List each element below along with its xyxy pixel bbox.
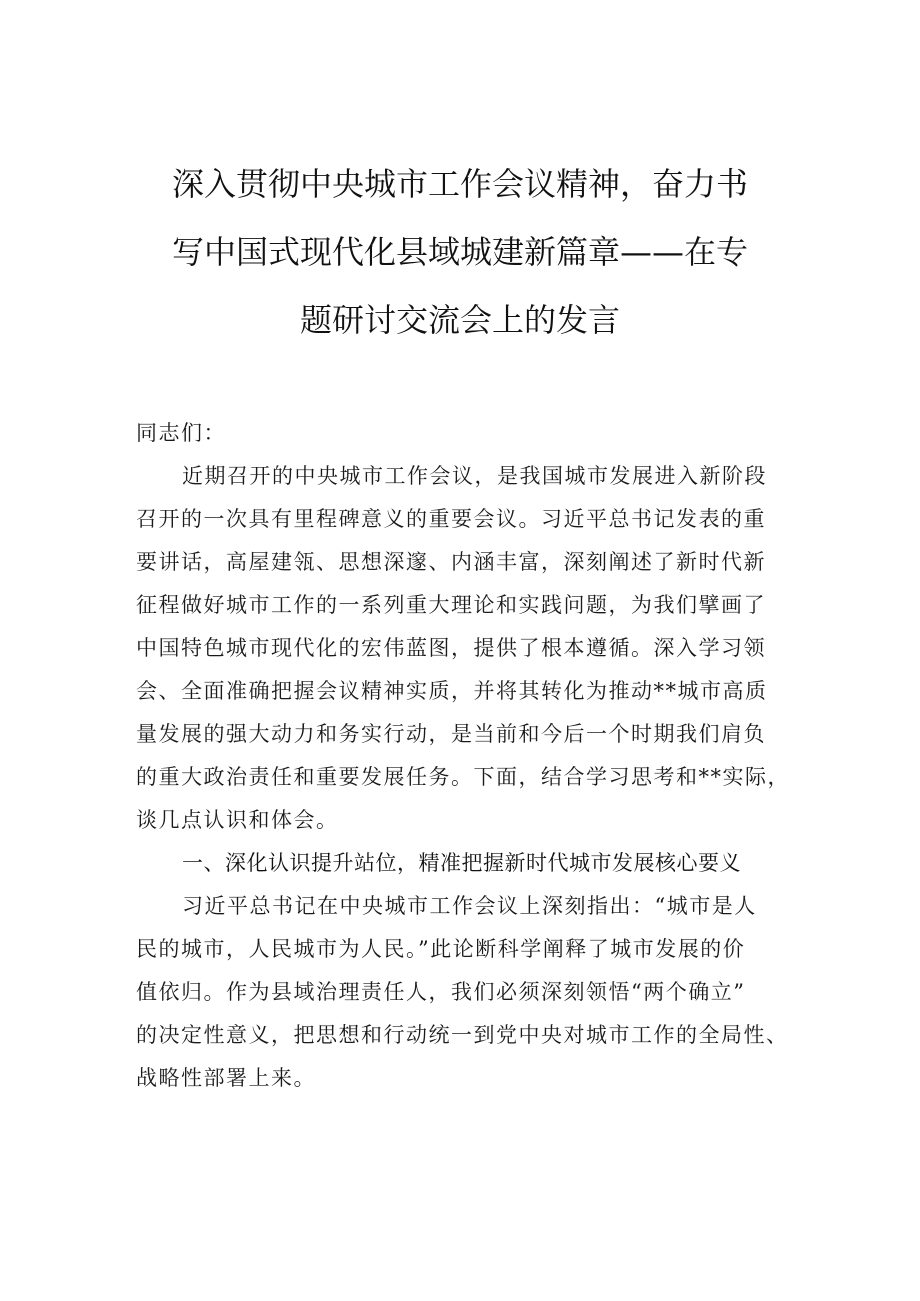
paragraph-line: 量发展的强大动力和务实行动，是当前和今后一个时期我们肩负 (136, 722, 766, 746)
paragraph-line: 习近平总书记在中央城市工作会议上深刻指出：“城市是人 (182, 894, 757, 918)
paragraph-line: 要讲话，高屋建瓴、思想深邃、内涵丰富，深刻阐述了新时代新 (136, 550, 766, 574)
paragraph-line: 值依归。作为县域治理责任人，我们必须深刻领悟“两个确立” (136, 980, 746, 1004)
paragraph-section1 (136, 885, 796, 1100)
paragraph-line: 征程做好城市工作的一系列重大理论和实践问题，为我们擘画了 (136, 593, 766, 617)
paragraph-line: 的决定性意义，把思想和行动统一到党中央对城市工作的全局性、 (136, 1023, 789, 1047)
title-line: 写中国式现代化县域城建新篇章——在专 (171, 233, 748, 271)
paragraph-line: 民的城市，人民城市为人民。”此论断科学阐释了城市发展的价 (136, 937, 746, 961)
document-body (136, 412, 796, 1100)
paragraph-line: 中国特色城市现代化的宏伟蓝图，提供了根本遵循。深入学习领 (136, 636, 766, 660)
document-title (150, 150, 770, 354)
paragraph-line: 谈几点认识和体会。 (136, 808, 339, 832)
title-line: 题研讨交流会上的发言 (299, 301, 620, 339)
paragraph-line: 近期召开的中央城市工作会议，是我国城市发展进入新阶段 (182, 464, 767, 488)
paragraph-line: 召开的一次具有里程碑意义的重要会议。习近平总书记发表的重 (136, 507, 766, 531)
title-line: 深入贯彻中央城市工作会议精神，奋力书 (171, 165, 748, 203)
section-heading: 一、深化认识提升站位，精准把握新时代城市发展核心要义 (182, 851, 741, 875)
paragraph-intro (136, 455, 796, 842)
paragraph-line: 的重大政治责任和重要发展任务。下面，结合学习思考和**实际， (136, 765, 790, 789)
paragraph-line: 战略性部署上来。 (136, 1066, 316, 1090)
salutation: 同志们： (136, 421, 226, 445)
paragraph-line: 会、全面准确把握会议精神实质，并将其转化为推动**城市高质 (136, 679, 768, 703)
